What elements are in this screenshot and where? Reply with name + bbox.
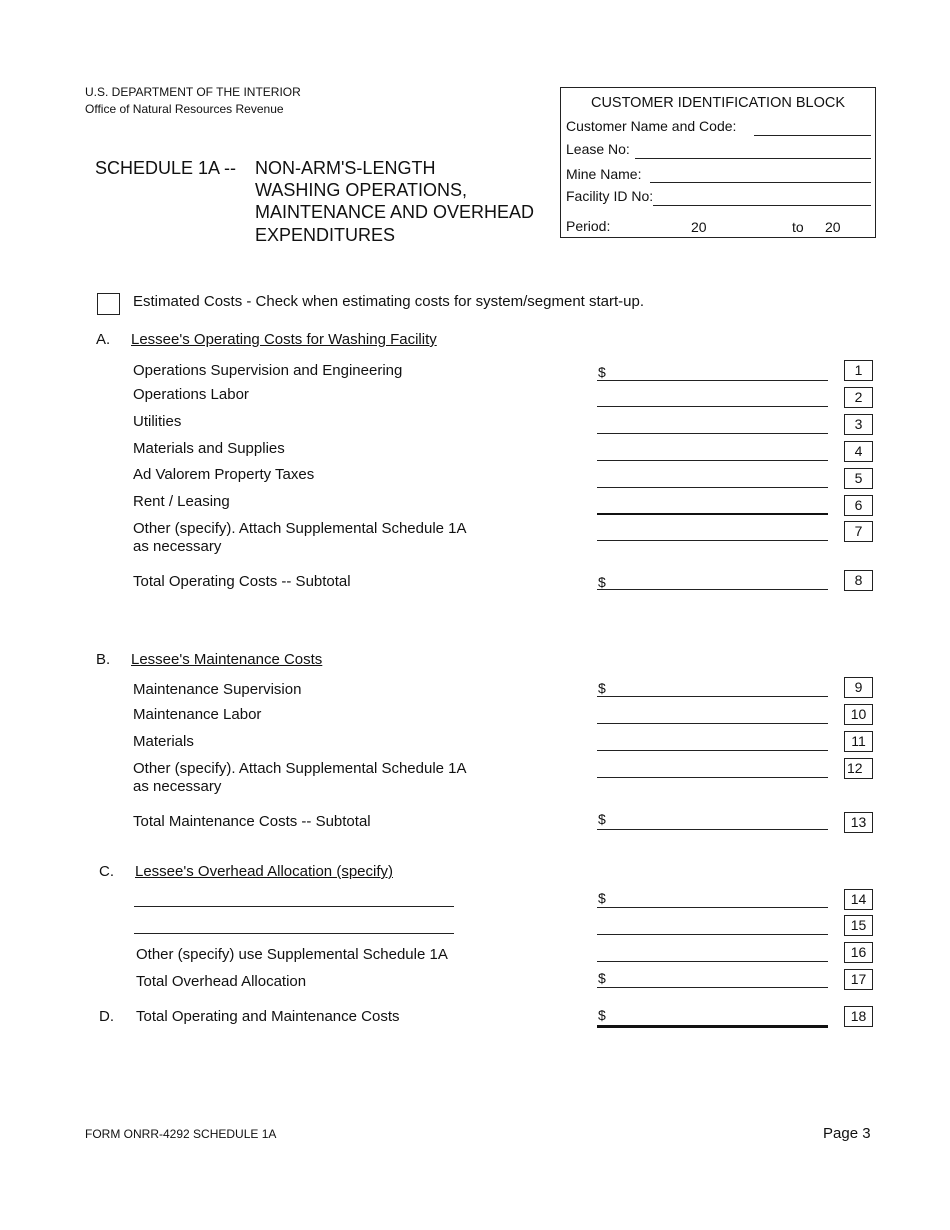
customer-identification-block	[560, 87, 876, 238]
schedule-label: SCHEDULE 1A --	[95, 158, 237, 178]
dollar-sign-9: $	[598, 680, 606, 696]
line-number-12: 12	[844, 758, 873, 779]
amount-line-3	[597, 433, 828, 434]
amount-input-4[interactable]	[612, 444, 826, 460]
facility-id-label: Facility ID No:	[566, 188, 654, 204]
overhead-specify-line-2	[134, 933, 454, 934]
line-number-6: 6	[844, 495, 873, 516]
row-label-12: Other (specify). Attach Supplemental Schedule 1A	[133, 760, 467, 777]
line-number-4: 4	[844, 441, 873, 462]
amount-input-2[interactable]	[612, 390, 826, 406]
overhead-specify-input-2[interactable]	[136, 917, 452, 933]
period-start-year: 20	[691, 219, 707, 235]
section-b-title: Lessee's Maintenance Costs	[131, 651, 323, 668]
amount-line-6	[597, 513, 828, 515]
office-name: Office of Natural Resources Revenue	[85, 102, 284, 116]
line-number-15: 15	[844, 915, 873, 936]
row-label-1: Operations Supervision and Engineering	[133, 362, 403, 379]
row-label-9: Maintenance Supervision	[133, 681, 302, 698]
amount-input-11[interactable]	[612, 734, 826, 750]
amount-input-8[interactable]	[612, 574, 826, 590]
line-number-18: 18	[844, 1006, 873, 1027]
amount-input-7[interactable]	[612, 524, 826, 540]
amount-input-9[interactable]	[612, 680, 826, 696]
dollar-sign-14: $	[598, 890, 606, 906]
title-line-2: WASHING OPERATIONS,	[255, 180, 468, 200]
period-end-year: 20	[825, 219, 841, 235]
row-label-6: Rent / Leasing	[133, 493, 230, 510]
amount-line-7	[597, 540, 828, 541]
amount-line-8	[597, 589, 828, 590]
lease-label: Lease No:	[566, 141, 630, 157]
overhead-specify-input-1[interactable]	[136, 890, 452, 906]
row-label-2: Operations Labor	[133, 386, 249, 403]
line-number-1: 1	[844, 360, 873, 381]
agency-name: U.S. DEPARTMENT OF THE INTERIOR	[85, 85, 301, 99]
customer-name-input[interactable]	[756, 119, 869, 135]
amount-line-16	[597, 961, 828, 962]
amount-input-12[interactable]	[612, 761, 826, 777]
facility-id-input[interactable]	[655, 189, 869, 205]
customer-name-line	[754, 135, 871, 136]
overhead-total-label: Total Overhead Allocation	[136, 973, 307, 990]
section-c-title: Lessee's Overhead Allocation (specify)	[135, 863, 393, 880]
row-label-7-cont: as necessary	[133, 538, 222, 555]
amount-input-5[interactable]	[612, 471, 826, 487]
row-label-10: Maintenance Labor	[133, 706, 262, 723]
dollar-sign-18: $	[598, 1007, 606, 1023]
section-a-title: Lessee's Operating Costs for Washing Facility	[131, 331, 437, 348]
overhead-specify-line-1	[134, 906, 454, 907]
title-line-4: EXPENDITURES	[255, 225, 396, 245]
mine-name-label: Mine Name:	[566, 166, 642, 182]
amount-input-14[interactable]	[612, 891, 826, 907]
period-to-label: to	[792, 219, 804, 235]
amount-input-18[interactable]	[612, 1008, 826, 1024]
amount-line-18	[597, 1025, 828, 1028]
line-number-17: 17	[844, 969, 873, 990]
estimated-costs-label: Estimated Costs - Check when estimating costs for system/segment start-up.	[133, 293, 645, 310]
amount-input-15[interactable]	[612, 918, 826, 934]
line-number-10: 10	[844, 704, 873, 725]
lease-input[interactable]	[637, 142, 869, 158]
mine-name-line	[650, 182, 871, 183]
line-number-13: 13	[844, 812, 873, 833]
dollar-sign-13: $	[598, 811, 606, 827]
section-b-letter: B.	[96, 651, 111, 668]
amount-line-17	[597, 987, 828, 988]
dollar-sign-8: $	[598, 574, 606, 590]
form-identifier: FORM ONRR-4292 SCHEDULE 1A	[85, 1127, 277, 1141]
amount-line-13	[597, 829, 828, 830]
dollar-sign-17: $	[598, 970, 606, 986]
line-number-7: 7	[844, 521, 873, 542]
title-line-1: NON-ARM'S-LENGTH	[255, 158, 436, 178]
amount-line-1	[597, 380, 828, 381]
amount-line-2	[597, 406, 828, 407]
row-label-12-cont: as necessary	[133, 778, 222, 795]
amount-input-17[interactable]	[612, 971, 826, 987]
overhead-other-label: Other (specify) use Supplemental Schedule 1A	[136, 946, 448, 963]
amount-line-9	[597, 696, 828, 697]
row-label-5: Ad Valorem Property Taxes	[133, 466, 315, 483]
customer-block-heading: CUSTOMER IDENTIFICATION BLOCK	[590, 95, 846, 111]
estimated-costs-checkbox[interactable]	[97, 293, 120, 315]
title-line-3: MAINTENANCE AND OVERHEAD	[255, 202, 535, 222]
line-number-16: 16	[844, 942, 873, 963]
operating-subtotal-label: Total Operating Costs -- Subtotal	[133, 573, 351, 590]
row-label-7: Other (specify). Attach Supplemental Schedule 1A	[133, 520, 467, 537]
customer-name-label: Customer Name and Code:	[566, 118, 737, 134]
amount-line-14	[597, 907, 828, 908]
amount-line-5	[597, 487, 828, 488]
amount-input-16[interactable]	[612, 945, 826, 961]
facility-id-line	[653, 205, 871, 206]
amount-line-11	[597, 750, 828, 751]
lease-line	[635, 158, 871, 159]
amount-line-12	[597, 777, 828, 778]
line-number-5: 5	[844, 468, 873, 489]
amount-line-10	[597, 723, 828, 724]
amount-input-3[interactable]	[612, 417, 826, 433]
amount-input-13[interactable]	[612, 813, 826, 829]
amount-input-10[interactable]	[612, 707, 826, 723]
amount-line-4	[597, 460, 828, 461]
dollar-sign-1: $	[598, 364, 606, 380]
line-number-3: 3	[844, 414, 873, 435]
amount-input-6[interactable]	[612, 497, 826, 513]
total-operating-maintenance-label: Total Operating and Maintenance Costs	[136, 1008, 400, 1025]
line-number-9: 9	[844, 677, 873, 698]
amount-input-1[interactable]	[612, 364, 826, 380]
section-c-letter: C.	[99, 863, 114, 880]
line-number-8: 8	[844, 570, 873, 591]
row-label-4: Materials and Supplies	[133, 440, 285, 457]
period-label: Period:	[566, 218, 611, 234]
section-a-letter: A.	[96, 331, 111, 348]
page-number: Page 3	[823, 1125, 871, 1142]
line-number-2: 2	[844, 387, 873, 408]
line-number-11: 11	[844, 731, 873, 752]
row-label-3: Utilities	[133, 413, 182, 430]
maintenance-subtotal-label: Total Maintenance Costs -- Subtotal	[133, 813, 371, 830]
amount-line-15	[597, 934, 828, 935]
section-d-letter: D.	[99, 1008, 114, 1025]
mine-name-input[interactable]	[652, 166, 869, 182]
row-label-11: Materials	[133, 733, 194, 750]
line-number-14: 14	[844, 889, 873, 910]
